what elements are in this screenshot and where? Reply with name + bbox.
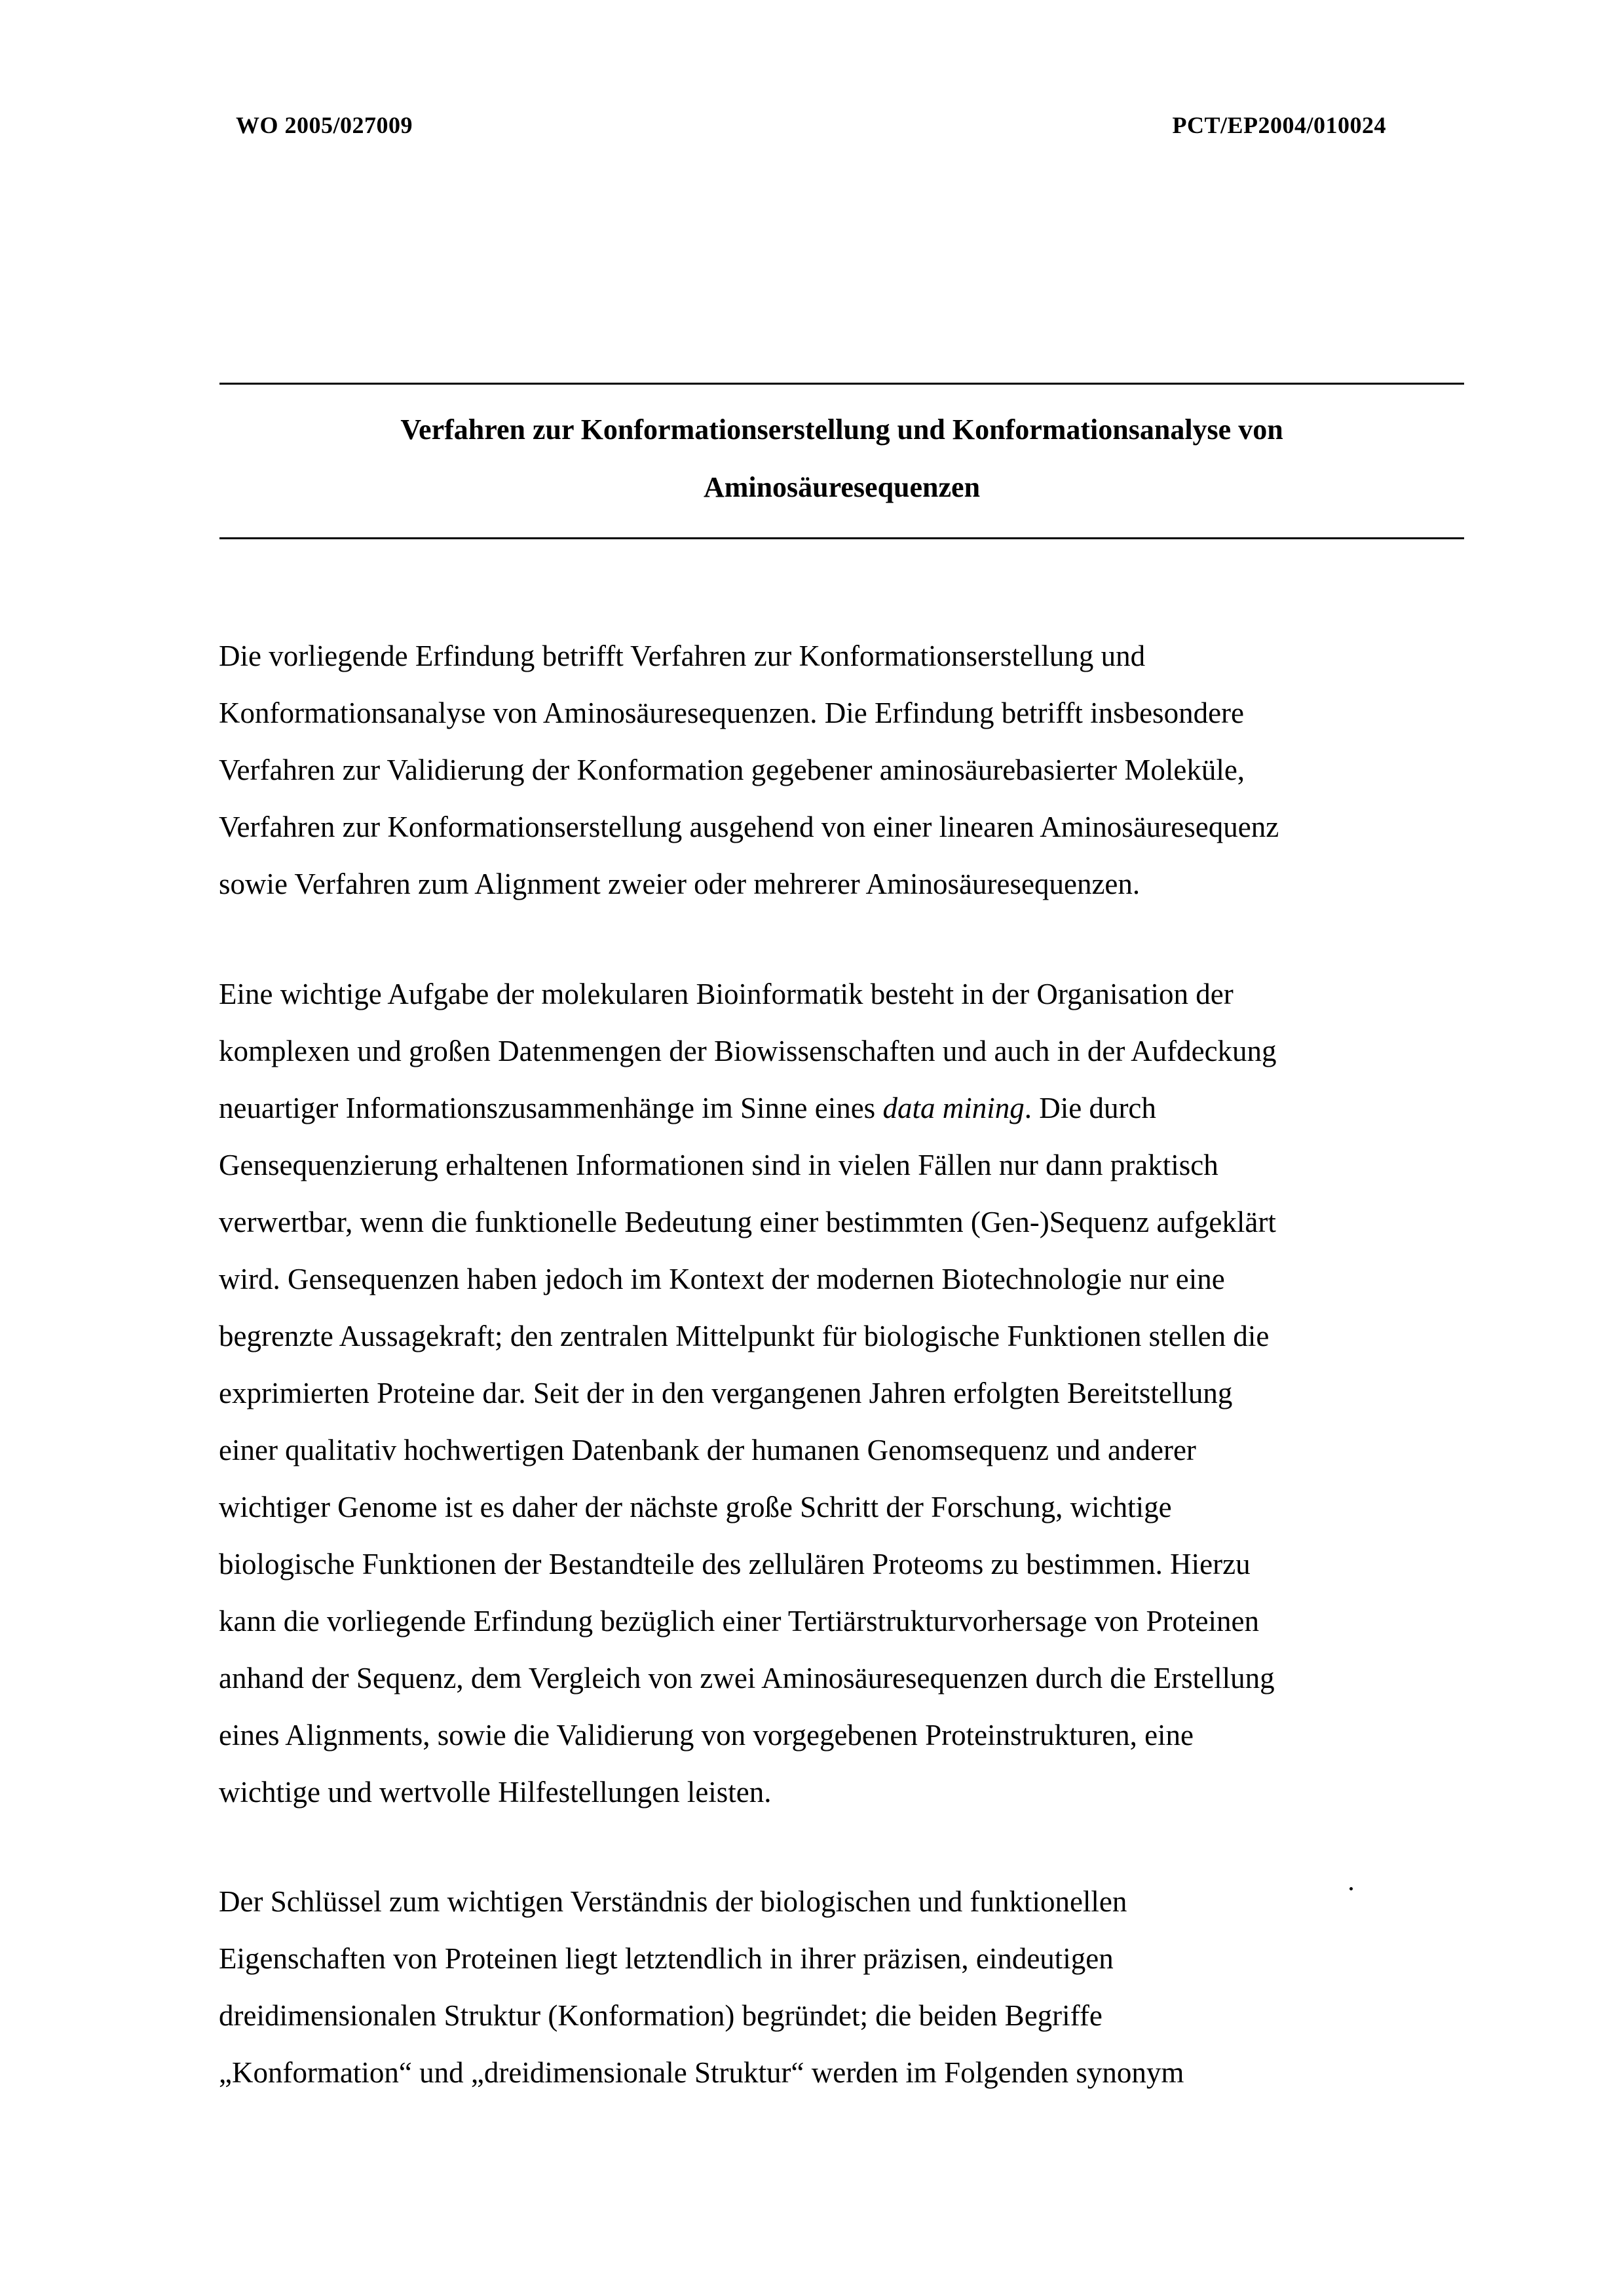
text-line: wird. Gensequenzen haben jedoch im Kontext der modernen Biotechnologie nur eine xyxy=(219,1263,1225,1295)
text-line: exprimierten Proteine dar. Seit der in den vergangenen Jahren erfolgten Bereitstellung xyxy=(219,1377,1233,1409)
text-segment: neuartiger Informationszusammenhänge im Sinne eines xyxy=(219,1092,883,1124)
text-line: kann die vorliegende Erfindung bezüglich einer Tertiärstrukturvorhersage von Proteinen xyxy=(219,1605,1259,1637)
text-line: biologische Funktionen der Bestandteile des zellulären Proteoms zu bestimmen. Hierzu xyxy=(219,1548,1251,1580)
text-line: Verfahren zur Validierung der Konformation gegebener aminosäurebasierter Moleküle, xyxy=(219,754,1245,786)
text-line: verwertbar, wenn die funktionelle Bedeutung einer bestimmten (Gen-)Sequenz aufgeklärt xyxy=(219,1206,1276,1238)
text-line: komplexen und großen Datenmengen der Biowissenschaften und auch in der Aufdeckung xyxy=(219,1035,1277,1067)
title-rule-bottom xyxy=(219,537,1464,539)
text-line: anhand der Sequenz, dem Vergleich von zwei Aminosäuresequenzen durch die Erstellung xyxy=(219,1662,1275,1694)
paragraph-2 xyxy=(219,966,1463,1821)
text-line xyxy=(219,1080,1463,1137)
emphasized-term: data mining xyxy=(882,1092,1025,1124)
text-line: Verfahren zur Konformationserstellung ausgehend von einer linearen Aminosäuresequenz xyxy=(219,811,1279,843)
text-line: einer qualitativ hochwertigen Datenbank der humanen Genomsequenz und anderer xyxy=(219,1434,1196,1466)
text-line: Eine wichtige Aufgabe der molekularen Bioinformatik besteht in der Organisation der xyxy=(219,978,1234,1010)
publication-number: WO 2005/027009 xyxy=(236,112,413,138)
application-number: PCT/EP2004/010024 xyxy=(1172,112,1386,138)
scan-speck xyxy=(1349,1887,1353,1890)
paragraph-3 xyxy=(219,1873,1463,2101)
text-line: „Konformation“ und „dreidimensionale Struktur“ werden im Folgenden synonym xyxy=(219,2056,1184,2089)
text-line: begrenzte Aussagekraft; den zentralen Mittelpunkt für biologische Funktionen stellen die xyxy=(219,1320,1270,1352)
text-line: Gensequenzierung erhaltenen Informationen sind in vielen Fällen nur dann praktisch xyxy=(219,1149,1218,1181)
text-line: wichtiger Genome ist es daher der nächste große Schritt der Forschung, wichtige xyxy=(219,1491,1172,1523)
text-line: Eigenschaften von Proteinen liegt letztendlich in ihrer präzisen, eindeutigen xyxy=(219,1942,1114,1975)
text-line: wichtige und wertvolle Hilfestellungen leisten. xyxy=(219,1776,772,1808)
text-line: Konformationsanalyse von Aminosäuresequenzen. Die Erfindung betrifft insbesondere xyxy=(219,697,1245,729)
title-rule-top xyxy=(219,383,1464,385)
paragraph-1 xyxy=(219,628,1463,913)
document-title-line-1: Verfahren zur Konformationserstellung und Konformationsanalyse von xyxy=(400,413,1283,446)
text-line: dreidimensionalen Struktur (Konformation) begründet; die beiden Begriffe xyxy=(219,1999,1103,2032)
text-line: Der Schlüssel zum wichtigen Verständnis der biologischen und funktionellen xyxy=(219,1885,1127,1918)
document-title-line-2: Aminosäuresequenzen xyxy=(703,471,981,503)
text-line: sowie Verfahren zum Alignment zweier oder mehrerer Aminosäuresequenzen. xyxy=(219,868,1141,900)
text-line: eines Alignments, sowie die Validierung von vorgegebenen Proteinstrukturen, eine xyxy=(219,1719,1194,1751)
text-segment: . Die durch xyxy=(1024,1092,1156,1124)
text-line: Die vorliegende Erfindung betrifft Verfahren zur Konformationserstellung und xyxy=(219,640,1146,672)
